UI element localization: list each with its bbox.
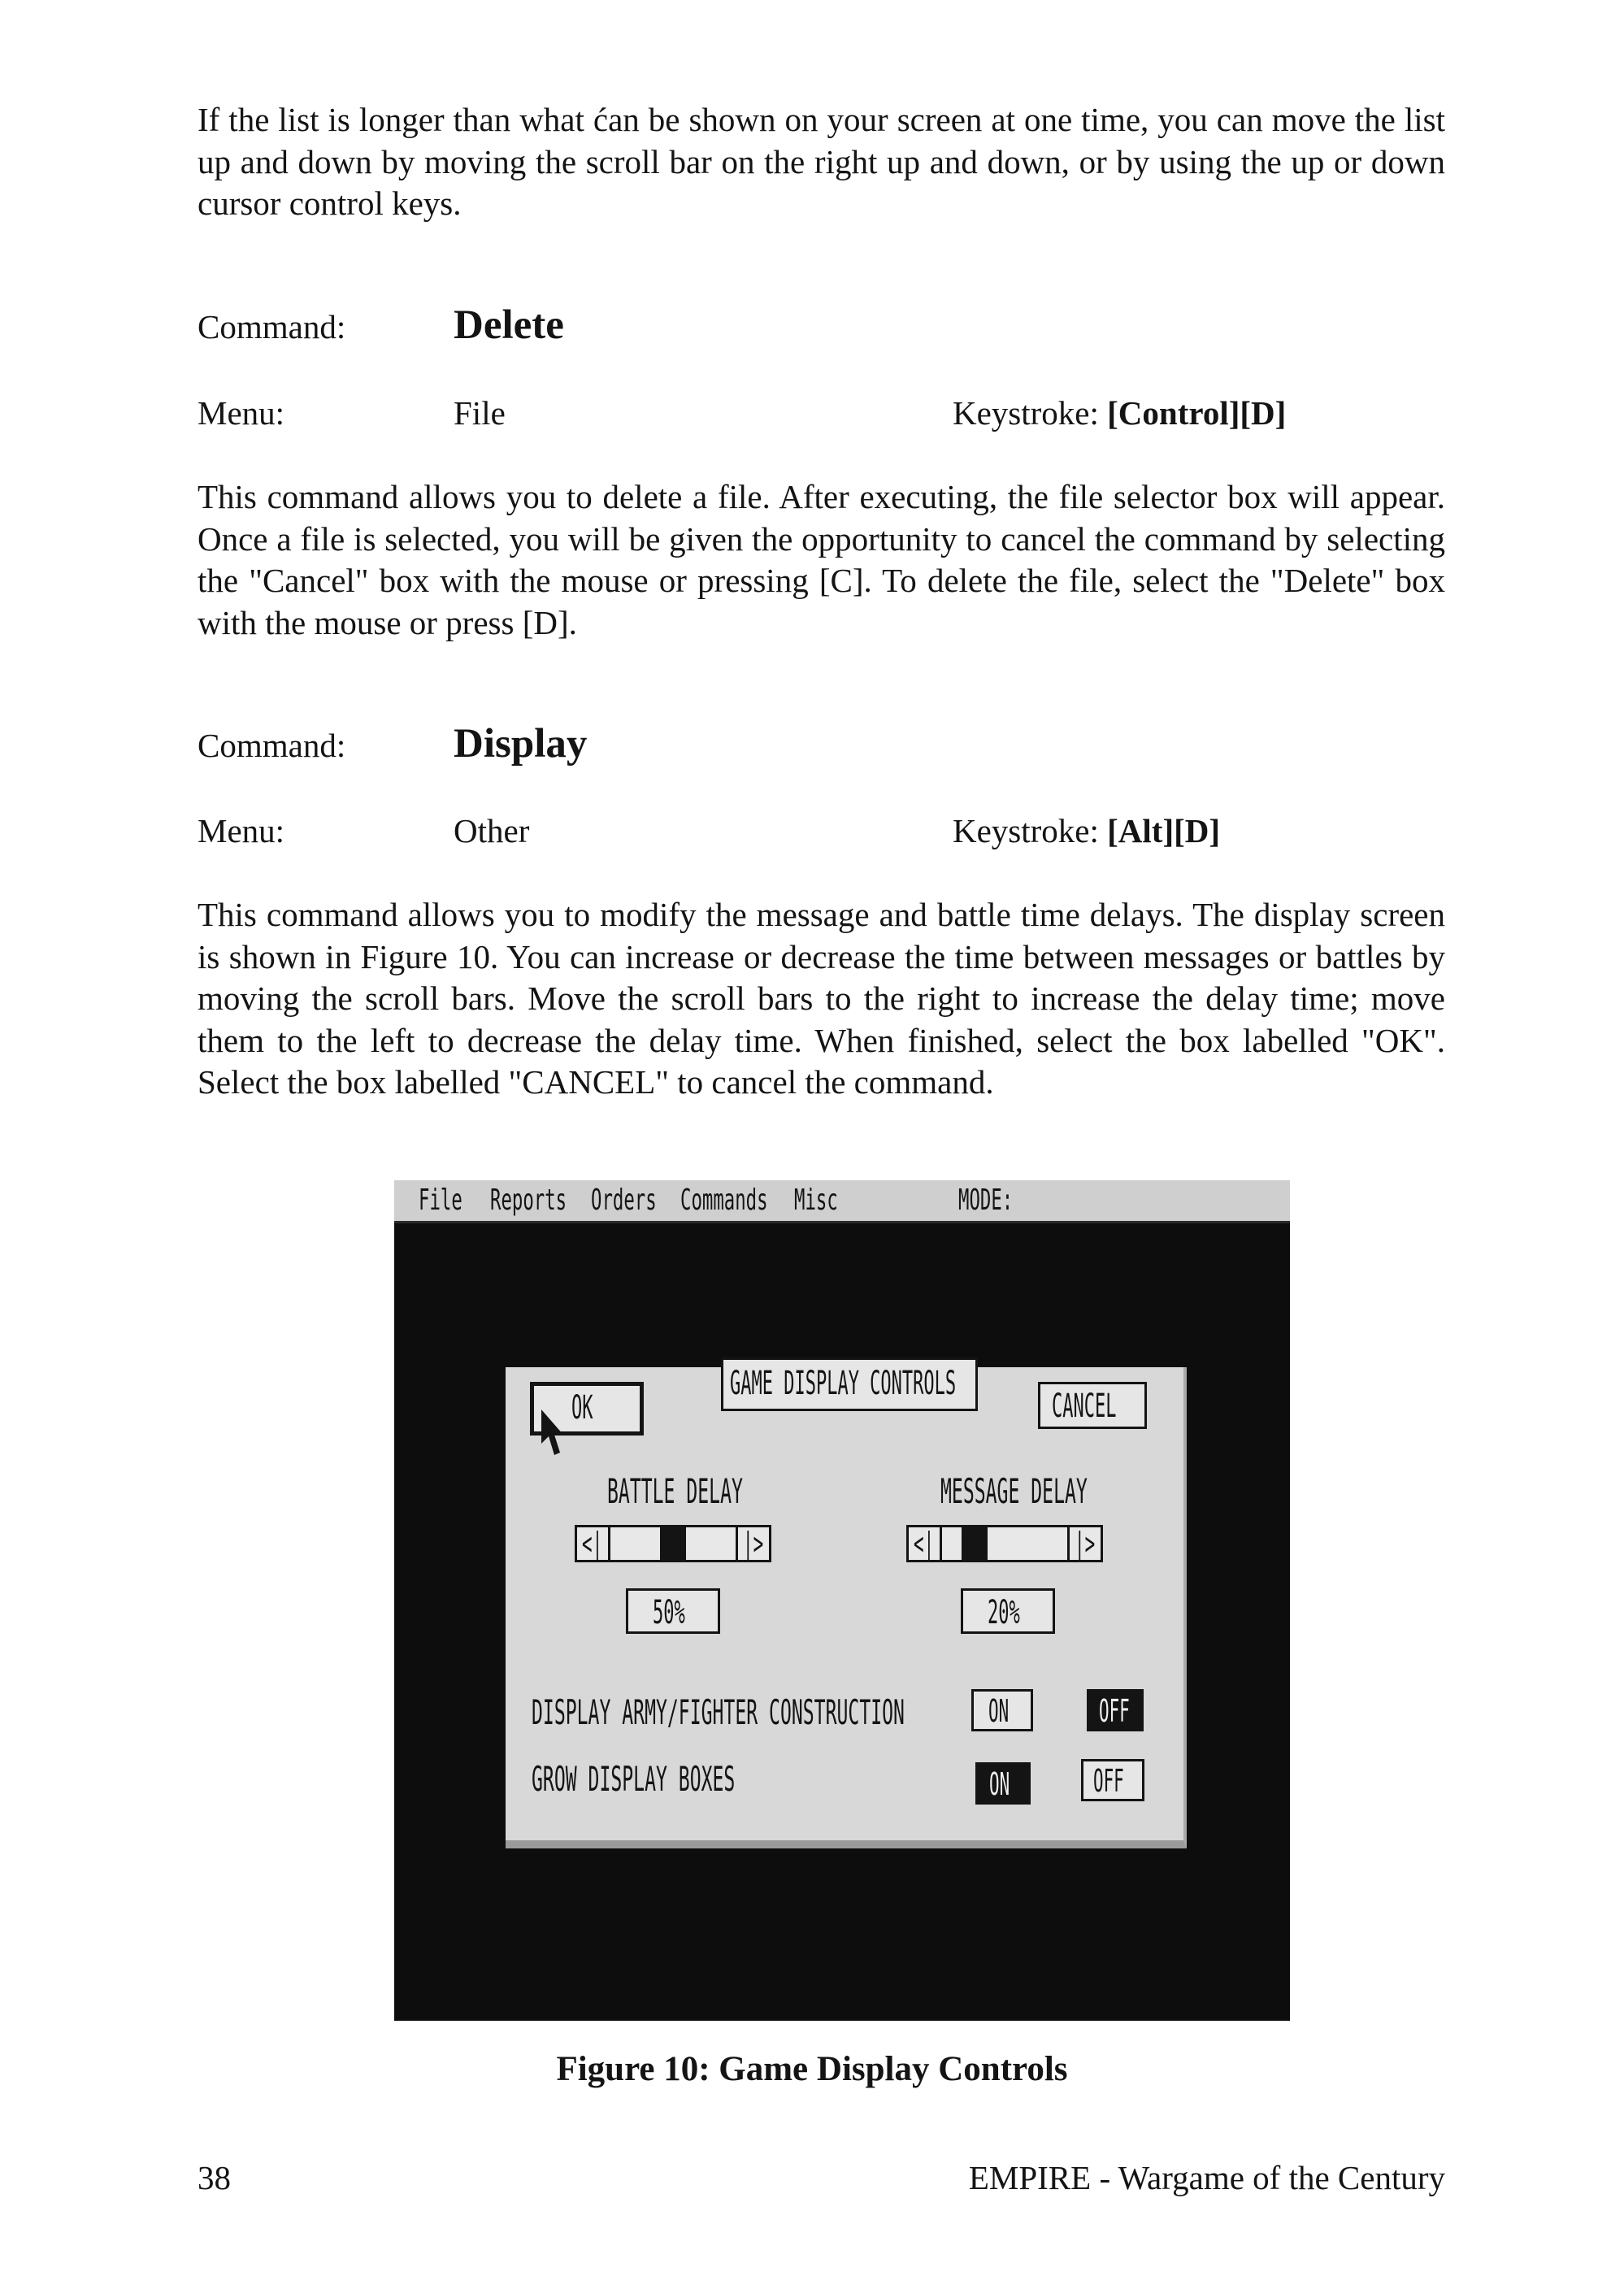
off-label: OFF xyxy=(1093,1763,1124,1799)
grow-display-boxes-label: GROW DISPLAY BOXES xyxy=(532,1759,736,1799)
cancel-button[interactable] xyxy=(1038,1382,1147,1429)
display-menu-value: Other xyxy=(454,812,530,849)
display-keystroke-value: [Alt][D] xyxy=(1107,812,1221,849)
display-description: This command allows you to modify the message and battle time delays. The display screen is shown in Figure 10. You can increase or decrease the time between messages or battles by moving the scroll bars. Move the scroll bars to the right to increase the delay time; move them to the left to decrease the delay time. When finished, select the box labelled "OK". Select the box labelled "CANCEL" to cancel the command. xyxy=(198,896,1445,1101)
left-arrow-glyph: <| xyxy=(914,1526,935,1561)
menu-bar xyxy=(394,1180,1290,1223)
message-delay-value-box xyxy=(961,1588,1055,1634)
delete-description: This command allows you to delete a file. After executing, the file selector box will appear. Once a file is selected, you will be given the opportunity to cancel the command by selecting the "Cancel" box with the mouse or pressing [C]. To delete the file, select the "Delete" box with the mouse or press [D]. xyxy=(198,478,1445,641)
message-delay-value: 20% xyxy=(988,1594,1020,1631)
army-construction-off-toggle[interactable] xyxy=(1087,1689,1144,1731)
on-label: ON xyxy=(989,1766,1010,1802)
menu-reports[interactable]: Reports xyxy=(490,1184,567,1217)
delete-menu-label: Menu: xyxy=(198,394,285,432)
game-screen-figure xyxy=(394,1180,1290,2021)
dialog-title: GAME DISPLAY CONTROLS xyxy=(730,1365,957,1402)
battle-delay-right-arrow[interactable] xyxy=(736,1527,769,1560)
battle-delay-label: BATTLE DELAY xyxy=(607,1471,743,1511)
message-delay-label: MESSAGE DELAY xyxy=(940,1471,1088,1511)
message-delay-left-arrow[interactable] xyxy=(909,1527,942,1560)
on-label: ON xyxy=(988,1693,1010,1729)
battle-delay-value-box xyxy=(626,1588,720,1634)
page-number: 38 xyxy=(198,2159,231,2196)
delete-menu-value: File xyxy=(454,394,506,432)
display-command-name: Display xyxy=(454,721,588,767)
delete-keystroke-value: [Control][D] xyxy=(1107,394,1287,432)
footer-title: EMPIRE - Wargame of the Century xyxy=(968,2159,1445,2196)
ok-button-label: OK xyxy=(571,1389,593,1427)
right-arrow-glyph: |> xyxy=(1075,1526,1096,1561)
off-label: OFF xyxy=(1099,1693,1130,1729)
message-delay-thumb[interactable] xyxy=(962,1527,988,1560)
game-display-controls-dialog xyxy=(506,1367,1187,1848)
army-construction-on-toggle[interactable] xyxy=(971,1689,1033,1731)
menu-orders[interactable]: Orders xyxy=(591,1184,657,1217)
grow-boxes-on-toggle[interactable] xyxy=(975,1762,1031,1805)
delete-keystroke-label: Keystroke: xyxy=(953,394,1108,432)
left-arrow-glyph: <| xyxy=(582,1526,603,1561)
menu-misc[interactable]: Misc xyxy=(794,1184,838,1217)
message-delay-slider[interactable] xyxy=(906,1525,1103,1562)
battle-delay-value: 50% xyxy=(653,1594,685,1631)
mouse-pointer-icon xyxy=(538,1408,566,1460)
menu-file[interactable]: File xyxy=(419,1184,462,1217)
intro-paragraph: If the list is longer than what ćan be shown on your screen at one time, you can move the list up and down by moving the scroll bar on the right up and down, or by using the up or down cursor control keys. xyxy=(198,101,1445,222)
display-command-label: Command: xyxy=(198,727,346,764)
grow-boxes-off-toggle[interactable] xyxy=(1081,1759,1144,1801)
display-menu-label: Menu: xyxy=(198,812,285,849)
delete-command-name: Delete xyxy=(454,302,564,348)
cancel-button-label: CANCEL xyxy=(1052,1388,1117,1425)
mode-label: MODE: xyxy=(958,1184,1014,1217)
display-keystroke-label: Keystroke: xyxy=(953,812,1108,849)
menu-commands[interactable]: Commands xyxy=(680,1184,768,1217)
figure-caption: Figure 10: Game Display Controls xyxy=(556,2050,1068,2088)
battle-delay-slider[interactable] xyxy=(575,1525,771,1562)
display-keystroke xyxy=(953,811,1220,850)
delete-command-label: Command: xyxy=(198,308,346,345)
army-construction-label: DISPLAY ARMY/FIGHTER CONSTRUCTION xyxy=(532,1692,905,1732)
battle-delay-thumb[interactable] xyxy=(660,1527,686,1560)
battle-delay-left-arrow[interactable] xyxy=(577,1527,610,1560)
message-delay-right-arrow[interactable] xyxy=(1067,1527,1101,1560)
delete-keystroke xyxy=(953,393,1286,432)
dialog-title-box xyxy=(721,1357,978,1411)
right-arrow-glyph: |> xyxy=(743,1526,764,1561)
